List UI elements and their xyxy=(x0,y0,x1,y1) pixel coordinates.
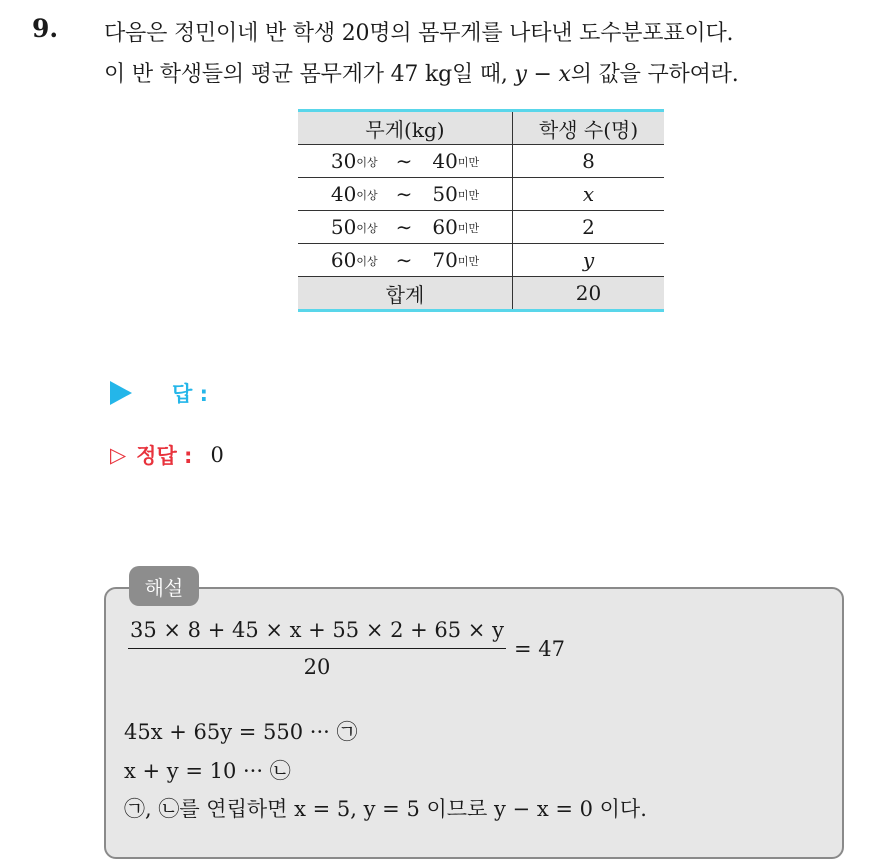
range-low-tag: 이상 xyxy=(356,222,378,235)
range-high: 70 xyxy=(432,248,458,272)
question-text-line2 xyxy=(104,57,739,88)
table-total-row xyxy=(298,277,664,311)
student-count: 2 xyxy=(513,211,665,244)
table-header-row xyxy=(298,111,664,145)
weight-range xyxy=(298,178,513,211)
play-triangle-icon xyxy=(110,381,132,405)
range-high-tag: 미만 xyxy=(457,255,480,268)
range-low-tag: 이상 xyxy=(356,189,378,202)
total-label: 합계 xyxy=(298,277,513,311)
range-tilde: ∼ xyxy=(395,248,413,272)
table-row xyxy=(298,244,664,277)
correct-value: 0 xyxy=(210,443,224,467)
table-row xyxy=(298,178,664,211)
weight-range xyxy=(298,244,513,277)
range-high-tag: 미만 xyxy=(457,189,480,202)
student-count: y xyxy=(513,244,665,277)
range-low: 40 xyxy=(330,182,357,206)
range-low-tag: 이상 xyxy=(356,156,378,169)
question-text-line2-end: 의 값을 구하여라. xyxy=(570,62,739,87)
range-high: 40 xyxy=(432,149,458,173)
range-tilde: ∼ xyxy=(395,215,413,239)
question-text-line1: 다음은 정민이네 반 학생 20명의 몸무게를 나타낸 도수분포표이다. xyxy=(104,21,734,46)
range-low: 50 xyxy=(330,215,357,239)
range-high-tag: 미만 xyxy=(457,156,480,169)
range-tilde: ∼ xyxy=(395,149,413,173)
total-value: 20 xyxy=(513,277,665,311)
fraction xyxy=(128,618,506,679)
frequency-table xyxy=(298,109,664,312)
range-low-tag: 이상 xyxy=(356,255,378,268)
answer-label: 답 : xyxy=(172,382,208,406)
correct-answer-row xyxy=(110,440,224,470)
range-high-tag: 미만 xyxy=(457,222,480,235)
fraction-denominator: 20 xyxy=(303,655,331,679)
fraction-rhs: = 47 xyxy=(513,636,565,661)
header-weight: 무게(kg) xyxy=(298,111,513,145)
variable-y: y xyxy=(514,62,527,87)
table-row xyxy=(298,145,664,178)
explanation-tag: 해설 xyxy=(129,566,199,606)
outline-triangle-icon: ▷ xyxy=(110,443,127,467)
correct-label: 정답 : xyxy=(136,444,193,468)
minus-sign: − xyxy=(526,62,559,87)
range-tilde: ∼ xyxy=(395,182,413,206)
equation-2: x + y = 10 ··· ㉡ xyxy=(124,759,291,783)
fraction-numerator: 35 × 8 + 45 × x + 55 × 2 + 65 × y xyxy=(128,618,506,649)
student-count: x xyxy=(513,178,665,211)
weight-range xyxy=(298,211,513,244)
variable-x: x xyxy=(558,62,571,87)
range-high: 60 xyxy=(432,215,458,239)
conclusion-line: ㉠, ㉡를 연립하면 x = 5, y = 5 이므로 y − x = 0 이다. xyxy=(124,797,647,821)
range-low: 30 xyxy=(330,149,357,173)
answer-row xyxy=(110,378,208,408)
student-count: 8 xyxy=(513,145,665,178)
weight-range xyxy=(298,145,513,178)
header-count: 학생 수(명) xyxy=(513,111,665,145)
equation-1: 45x + 65y = 550 ··· ㉠ xyxy=(124,720,358,744)
range-high: 50 xyxy=(432,182,458,206)
question-number: 9. xyxy=(32,14,59,43)
question-text-line2-start: 이 반 학생들의 평균 몸무게가 47 kg일 때, xyxy=(104,62,508,87)
mean-equation xyxy=(128,618,565,679)
range-low: 60 xyxy=(330,248,357,272)
table-row xyxy=(298,211,664,244)
